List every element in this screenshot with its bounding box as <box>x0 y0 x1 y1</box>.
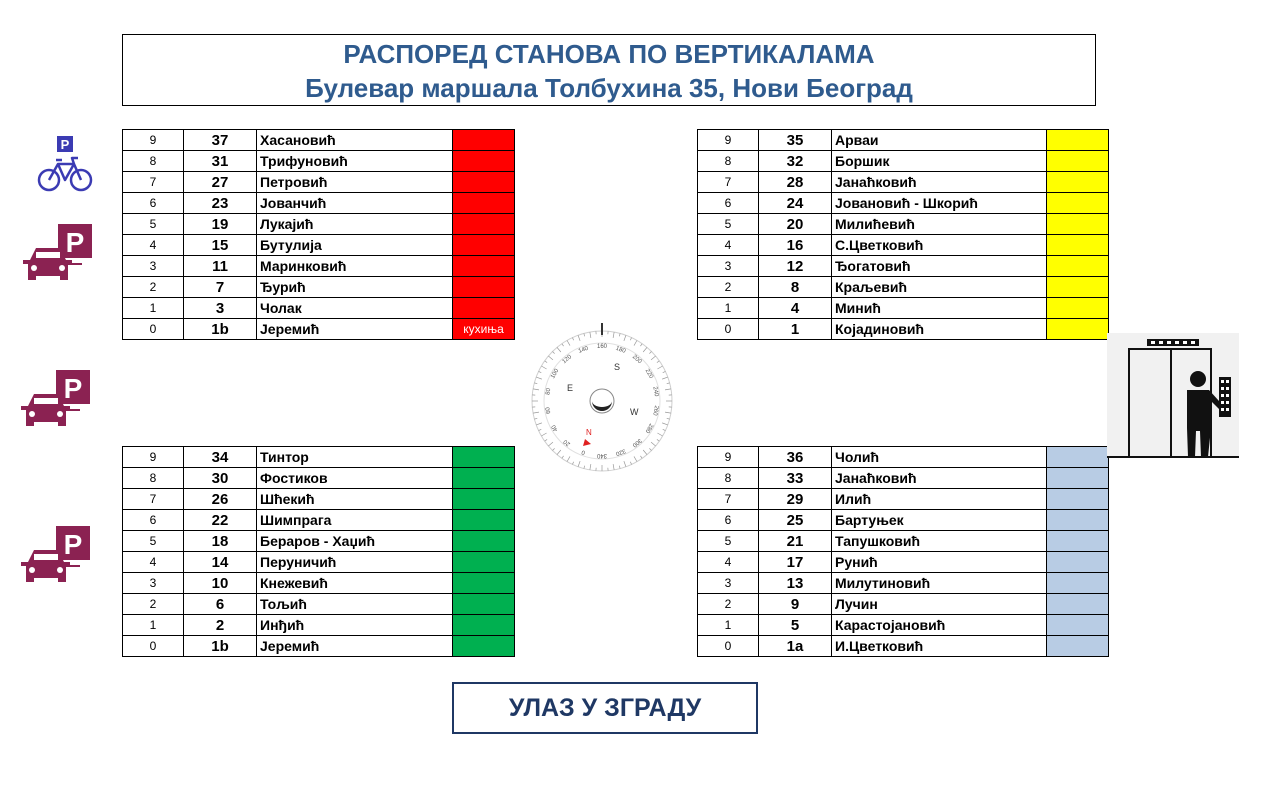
resident-name-cell: Јанаћковић <box>832 468 1047 489</box>
floor-cell: 3 <box>698 256 759 277</box>
apartment-number-cell: 9 <box>759 594 832 615</box>
resident-name-cell: Перуничић <box>257 552 453 573</box>
table-row <box>123 235 515 256</box>
apartment-number-cell: 4 <box>759 298 832 319</box>
floor-cell: 1 <box>123 615 184 636</box>
vertical-color-cell <box>453 468 515 489</box>
resident-name-cell: Фостиков <box>257 468 453 489</box>
floor-cell: 7 <box>698 489 759 510</box>
floor-cell: 4 <box>698 552 759 573</box>
apartment-number-cell: 15 <box>184 235 257 256</box>
apartment-number-cell: 28 <box>759 172 832 193</box>
apartment-number-cell: 5 <box>759 615 832 636</box>
apartment-number-cell: 34 <box>184 447 257 468</box>
compass-letter-w: W <box>630 407 639 417</box>
table-row <box>123 193 515 214</box>
compass-degree-label: 280 <box>643 422 654 434</box>
table-row <box>123 298 515 319</box>
resident-name-cell: Минић <box>832 298 1047 319</box>
car-parking-letter: P <box>63 373 83 404</box>
compass-degree-label: 20 <box>562 437 572 447</box>
car-parking-icon <box>20 222 94 288</box>
resident-name-cell: Лукајић <box>257 214 453 235</box>
vertical-color-cell <box>1047 193 1109 214</box>
floor-cell: 9 <box>698 447 759 468</box>
resident-name-cell: Бутулија <box>257 235 453 256</box>
apartment-number-cell: 18 <box>184 531 257 552</box>
apartment-number-cell: 31 <box>184 151 257 172</box>
resident-name-cell: Боршик <box>832 151 1047 172</box>
resident-name-cell: Милићевић <box>832 214 1047 235</box>
apartment-number-cell: 12 <box>759 256 832 277</box>
resident-name-cell: Илић <box>832 489 1047 510</box>
compass-degree-label: 220 <box>643 368 654 380</box>
resident-name-cell: Јованчић <box>257 193 453 214</box>
apartment-number-cell: 14 <box>184 552 257 573</box>
table-row <box>123 151 515 172</box>
vertical-color-cell <box>1047 573 1109 594</box>
floor-cell: 6 <box>123 510 184 531</box>
vertical-color-cell <box>453 256 515 277</box>
vertical-color-cell <box>1047 256 1109 277</box>
car-parking-icon <box>18 524 92 590</box>
vertical-table-top-left <box>122 129 515 340</box>
table-row <box>698 573 1109 594</box>
compass-degree-label: 180 <box>614 345 627 355</box>
table-row <box>698 151 1109 172</box>
table-row <box>123 573 515 594</box>
compass-degree-label: 200 <box>630 354 643 366</box>
vertical-color-cell <box>1047 636 1109 657</box>
floor-cell: 5 <box>123 531 184 552</box>
table-row <box>698 531 1109 552</box>
building-entrance-label: УЛАЗ У ЗГРАДУ <box>452 682 758 734</box>
apartment-number-cell: 36 <box>759 447 832 468</box>
apartment-number-cell: 22 <box>184 510 257 531</box>
table-row <box>123 510 515 531</box>
floor-cell: 8 <box>123 468 184 489</box>
floor-cell: 7 <box>123 172 184 193</box>
table-row <box>123 636 515 657</box>
table-row <box>123 531 515 552</box>
apartment-number-cell: 2 <box>184 615 257 636</box>
vertical-color-cell <box>453 552 515 573</box>
floor-cell: 0 <box>123 636 184 657</box>
apartment-number-cell: 17 <box>759 552 832 573</box>
resident-name-cell: И.Цветковић <box>832 636 1047 657</box>
compass-degree-label: 80 <box>545 387 553 396</box>
resident-name-cell: Јеремић <box>257 319 453 340</box>
table-row <box>698 615 1109 636</box>
resident-name-cell: Краљевић <box>832 277 1047 298</box>
floor-cell: 5 <box>698 531 759 552</box>
vertical-color-cell <box>1047 468 1109 489</box>
apartment-number-cell: 24 <box>759 193 832 214</box>
floor-cell: 9 <box>123 130 184 151</box>
compass-letter-n: N <box>586 428 592 437</box>
vertical-color-cell <box>1047 235 1109 256</box>
resident-name-cell: Карастојановић <box>832 615 1047 636</box>
vertical-color-cell <box>1047 510 1109 531</box>
resident-name-cell: Ђогатовић <box>832 256 1047 277</box>
table-row <box>698 636 1109 657</box>
compass-degree-label: 300 <box>630 436 643 448</box>
vertical-color-cell <box>453 531 515 552</box>
floor-cell: 0 <box>698 636 759 657</box>
vertical-color-cell <box>1047 594 1109 615</box>
table-row <box>698 277 1109 298</box>
apartment-number-cell: 7 <box>184 277 257 298</box>
car-parking-icon <box>18 368 92 434</box>
apartment-number-cell: 8 <box>759 277 832 298</box>
apartment-number-cell: 27 <box>184 172 257 193</box>
vertical-color-cell: кухиња <box>453 319 515 340</box>
vertical-color-cell <box>1047 489 1109 510</box>
resident-name-cell: Јанаћковић <box>832 172 1047 193</box>
compass-degree-label: 140 <box>577 345 590 355</box>
vertical-color-cell <box>453 510 515 531</box>
vertical-color-cell <box>1047 447 1109 468</box>
vertical-color-cell <box>453 447 515 468</box>
vertical-color-cell <box>453 172 515 193</box>
floor-cell: 8 <box>698 468 759 489</box>
floor-cell: 7 <box>123 489 184 510</box>
vertical-color-cell <box>1047 130 1109 151</box>
floor-cell: 3 <box>698 573 759 594</box>
elevator-icon <box>1107 333 1239 458</box>
floor-cell: 2 <box>123 277 184 298</box>
vertical-color-cell <box>1047 615 1109 636</box>
apartment-number-cell: 20 <box>759 214 832 235</box>
table-row <box>123 130 515 151</box>
table-row <box>123 172 515 193</box>
resident-name-cell: Петровић <box>257 172 453 193</box>
apartment-number-cell: 11 <box>184 256 257 277</box>
apartment-number-cell: 29 <box>759 489 832 510</box>
vertical-table-bottom-left <box>122 446 515 657</box>
resident-name-cell: Берaров - Хаџић <box>257 531 453 552</box>
compass-degree-label: 260 <box>651 404 660 416</box>
table-row <box>698 489 1109 510</box>
table-row <box>123 489 515 510</box>
floor-cell: 8 <box>698 151 759 172</box>
apartment-number-cell: 1b <box>184 636 257 657</box>
compass-degree-label: 160 <box>596 344 608 350</box>
table-row <box>123 214 515 235</box>
apartment-number-cell: 33 <box>759 468 832 489</box>
floor-cell: 0 <box>123 319 184 340</box>
floor-cell: 0 <box>698 319 759 340</box>
resident-name-cell: С.Цветковић <box>832 235 1047 256</box>
floor-cell: 3 <box>123 256 184 277</box>
table-row <box>698 594 1109 615</box>
table-row <box>698 256 1109 277</box>
compass-letter-s: S <box>614 362 621 372</box>
apartment-number-cell: 1 <box>759 319 832 340</box>
table-row <box>698 130 1109 151</box>
vertical-color-cell <box>1047 277 1109 298</box>
resident-name-cell: Кнежевић <box>257 573 453 594</box>
apartment-number-cell: 19 <box>184 214 257 235</box>
vertical-color-cell <box>453 214 515 235</box>
resident-name-cell: Маринковић <box>257 256 453 277</box>
compass-degree-label: 100 <box>550 368 561 380</box>
bicycle-parking-letter: P <box>60 137 70 152</box>
table-row <box>123 615 515 636</box>
apartment-number-cell: 13 <box>759 573 832 594</box>
resident-name-cell: Ђурић <box>257 277 453 298</box>
apartment-number-cell: 1a <box>759 636 832 657</box>
car-parking-letter: P <box>63 529 83 560</box>
compass-degree-label: 120 <box>561 354 574 366</box>
floor-cell: 9 <box>123 447 184 468</box>
vertical-color-cell <box>1047 298 1109 319</box>
table-row <box>123 594 515 615</box>
table-row <box>123 277 515 298</box>
apartment-number-cell: 37 <box>184 130 257 151</box>
floor-cell: 7 <box>698 172 759 193</box>
compass-letter-e: E <box>567 383 574 393</box>
vertical-color-cell <box>453 636 515 657</box>
apartment-number-cell: 1b <box>184 319 257 340</box>
resident-name-cell: Хасановић <box>257 130 453 151</box>
table-row <box>123 256 515 277</box>
vertical-color-cell <box>453 277 515 298</box>
vertical-color-cell <box>453 615 515 636</box>
table-row <box>698 319 1109 340</box>
resident-name-cell: Чолић <box>832 447 1047 468</box>
resident-name-cell: Тапушковић <box>832 531 1047 552</box>
resident-name-cell: Трифуновић <box>257 151 453 172</box>
resident-name-cell: Тољић <box>257 594 453 615</box>
compass-icon <box>528 320 676 475</box>
apartment-number-cell: 26 <box>184 489 257 510</box>
page-subtitle: Булевар маршала Толбухина 35, Нови Београд <box>305 73 913 103</box>
floor-cell: 3 <box>123 573 184 594</box>
compass-degree-label: 40 <box>550 423 560 433</box>
floor-cell: 2 <box>123 594 184 615</box>
vertical-color-cell <box>1047 214 1109 235</box>
table-row <box>698 193 1109 214</box>
apartment-number-cell: 3 <box>184 298 257 319</box>
resident-name-cell: Шимпрага <box>257 510 453 531</box>
table-row <box>698 510 1109 531</box>
floor-cell: 1 <box>123 298 184 319</box>
resident-name-cell: Јеремић <box>257 636 453 657</box>
compass-degree-label: 60 <box>545 406 553 415</box>
vertical-color-cell <box>453 489 515 510</box>
apartment-number-cell: 23 <box>184 193 257 214</box>
page-title: РАСПОРЕД СТАНОВА ПО ВЕРТИКАЛАМА <box>343 39 875 69</box>
floor-cell: 2 <box>698 277 759 298</box>
floor-cell: 9 <box>698 130 759 151</box>
vertical-color-cell <box>453 130 515 151</box>
table-row <box>698 468 1109 489</box>
apartment-number-cell: 35 <box>759 130 832 151</box>
apartment-number-cell: 10 <box>184 573 257 594</box>
resident-name-cell: Рунић <box>832 552 1047 573</box>
title-box <box>122 34 1096 106</box>
apartment-number-cell: 16 <box>759 235 832 256</box>
apartment-number-cell: 25 <box>759 510 832 531</box>
floor-cell: 4 <box>123 235 184 256</box>
vertical-color-cell <box>453 235 515 256</box>
floor-cell: 6 <box>123 193 184 214</box>
floor-cell: 4 <box>123 552 184 573</box>
vertical-color-cell <box>1047 319 1109 340</box>
table-row <box>698 447 1109 468</box>
table-row <box>698 214 1109 235</box>
car-parking-letter: P <box>65 227 85 258</box>
floor-cell: 6 <box>698 510 759 531</box>
apartment-number-cell: 21 <box>759 531 832 552</box>
table-row <box>123 319 515 340</box>
vertical-color-cell <box>1047 552 1109 573</box>
table-row <box>698 172 1109 193</box>
apartment-number-cell: 6 <box>184 594 257 615</box>
vertical-color-cell <box>1047 172 1109 193</box>
resident-name-cell: Лучин <box>832 594 1047 615</box>
resident-name-cell: Чолак <box>257 298 453 319</box>
floor-cell: 1 <box>698 615 759 636</box>
compass-degree-label: 0 <box>580 448 587 456</box>
resident-name-cell: Шћекић <box>257 489 453 510</box>
vertical-color-cell <box>453 298 515 319</box>
vertical-color-cell <box>1047 531 1109 552</box>
table-row <box>123 447 515 468</box>
resident-name-cell: Којадиновић <box>832 319 1047 340</box>
vertical-table-bottom-right <box>697 446 1109 657</box>
vertical-table-top-right <box>697 129 1109 340</box>
resident-name-cell: Јовановић - Шкорић <box>832 193 1047 214</box>
floor-cell: 4 <box>698 235 759 256</box>
resident-name-cell: Бартуњек <box>832 510 1047 531</box>
floor-cell: 6 <box>698 193 759 214</box>
floor-cell: 2 <box>698 594 759 615</box>
apartment-number-cell: 30 <box>184 468 257 489</box>
floor-cell: 5 <box>123 214 184 235</box>
floor-cell: 1 <box>698 298 759 319</box>
resident-name-cell: Арваи <box>832 130 1047 151</box>
vertical-color-cell <box>453 151 515 172</box>
resident-name-cell: Милутиновић <box>832 573 1047 594</box>
floor-cell: 5 <box>698 214 759 235</box>
bicycle-parking-icon <box>34 134 96 194</box>
vertical-color-cell <box>453 193 515 214</box>
compass-degree-label: 320 <box>614 447 627 457</box>
compass-degree-label: 340 <box>596 452 608 458</box>
table-row <box>698 298 1109 319</box>
table-row <box>698 552 1109 573</box>
resident-name-cell: Тинтор <box>257 447 453 468</box>
vertical-color-cell <box>453 573 515 594</box>
resident-name-cell: Инђић <box>257 615 453 636</box>
table-row <box>698 235 1109 256</box>
floor-cell: 8 <box>123 151 184 172</box>
vertical-color-cell <box>1047 151 1109 172</box>
apartment-number-cell: 32 <box>759 151 832 172</box>
compass-degree-label: 240 <box>651 386 660 398</box>
table-row <box>123 552 515 573</box>
vertical-color-cell <box>453 594 515 615</box>
table-row <box>123 468 515 489</box>
